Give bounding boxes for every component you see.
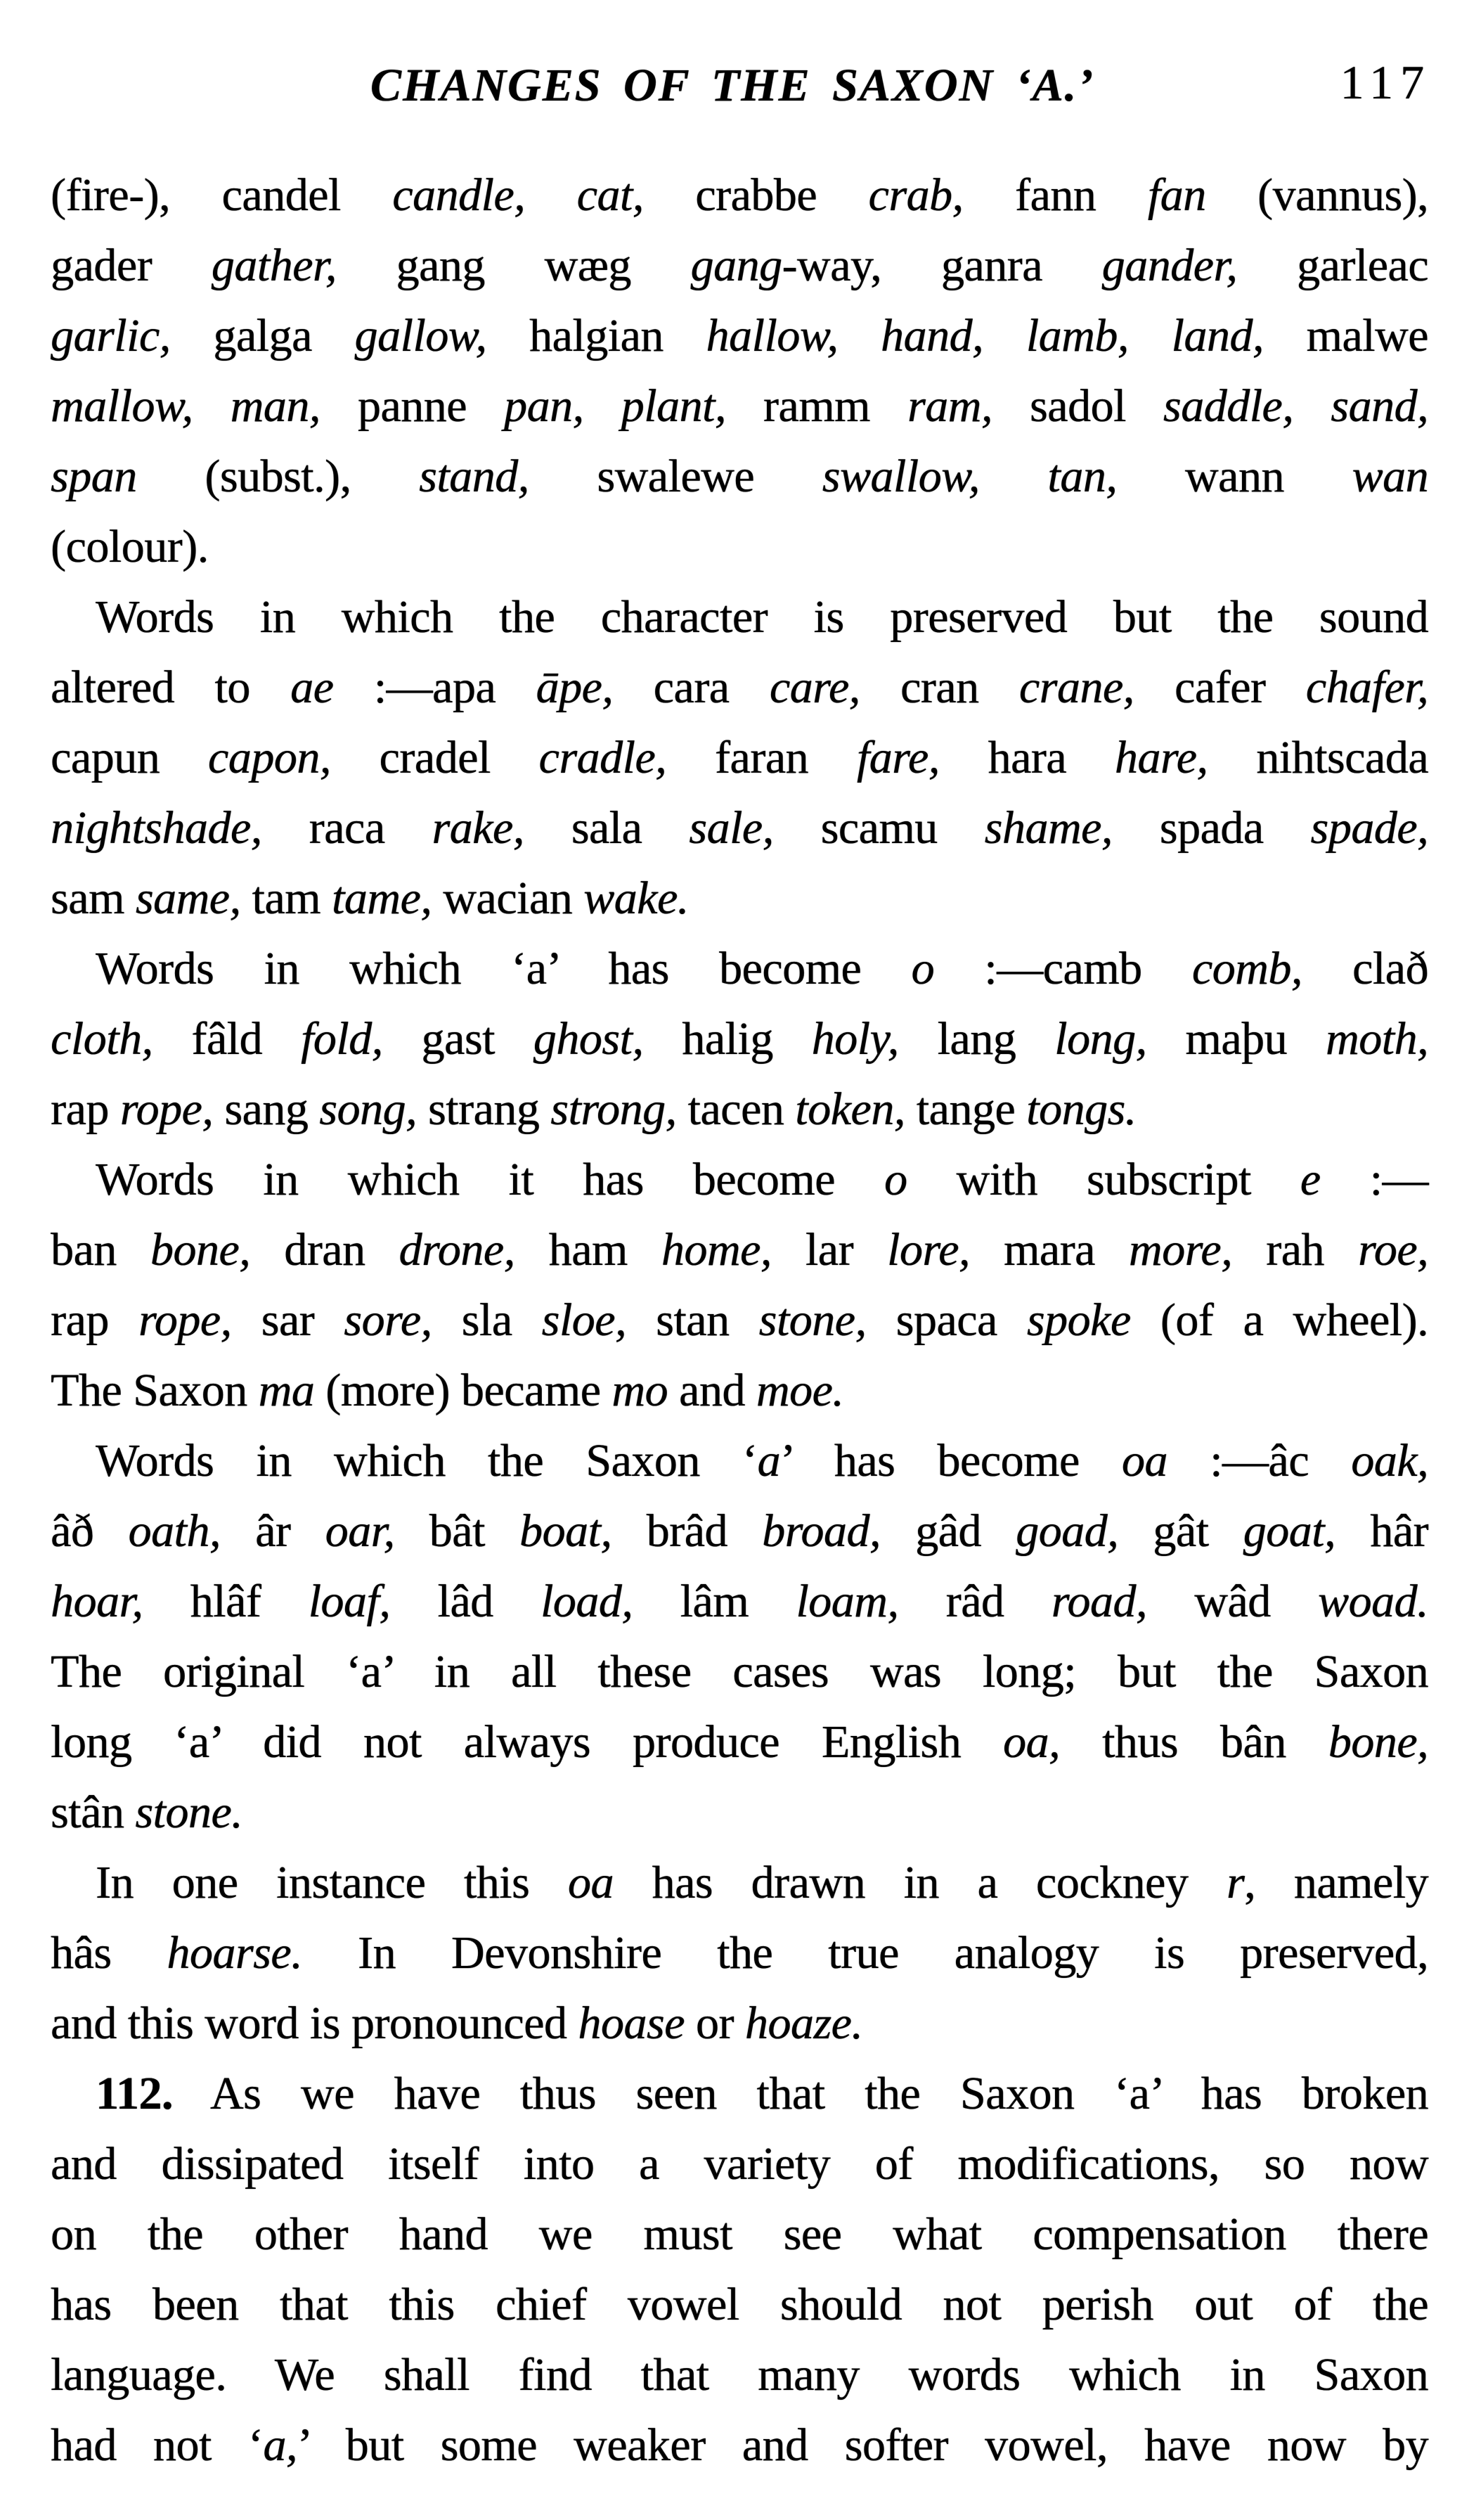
- text-segment: gander,: [1101, 240, 1238, 291]
- text-segment: cloth,: [51, 1013, 153, 1065]
- text-line: [51, 2199, 1428, 2270]
- text-segment: lang: [898, 1013, 1055, 1065]
- text-segment: ’ has become: [780, 1435, 1122, 1486]
- text-segment: As we have thus seen that the Saxon ‘a’ has broken: [172, 2068, 1428, 2119]
- text-segment: cradel: [330, 732, 539, 783]
- text-segment: faran: [666, 732, 857, 783]
- text-segment: sloe,: [541, 1294, 626, 1346]
- text-segment: halig: [643, 1013, 812, 1065]
- text-segment: ’ but some weaker and softer vowel, have now by: [297, 2419, 1428, 2471]
- text-segment: nihtscada: [1208, 732, 1428, 783]
- text-segment: a: [757, 1435, 780, 1486]
- text-segment: oath,: [128, 1505, 221, 1557]
- text-segment: cran: [860, 662, 1019, 713]
- text-segment: nightshade,: [51, 802, 262, 854]
- text-segment: hâr: [1336, 1505, 1428, 1557]
- paragraph: [51, 1145, 1428, 1426]
- text-segment: dran: [250, 1224, 399, 1275]
- text-segment: wacian: [432, 873, 584, 924]
- text-segment: āpe,: [536, 662, 614, 713]
- text-segment: Words in which the character is preserved but the sound: [96, 591, 1428, 643]
- text-segment: oak,: [1351, 1435, 1428, 1486]
- text-segment: ma: [258, 1365, 315, 1416]
- paragraph: [51, 2059, 1428, 2481]
- text-line: [51, 1707, 1428, 1778]
- text-segment: sang: [213, 1084, 320, 1135]
- text-segment: drone,: [399, 1224, 515, 1275]
- text-segment: gang wæg: [336, 240, 691, 291]
- text-segment: ram,: [907, 380, 992, 432]
- text-segment: has drawn in a cockney: [613, 1857, 1227, 1908]
- text-line: [51, 1496, 1428, 1567]
- text-segment: fare,: [856, 732, 940, 783]
- text-segment: hâs: [51, 1927, 167, 1979]
- text-segment: span: [51, 451, 137, 502]
- text-segment: on the other hand we must see what compensation there: [51, 2209, 1428, 2260]
- text-line: [51, 652, 1428, 723]
- text-segment: :—camb: [934, 943, 1192, 994]
- text-segment: hoase: [578, 1998, 685, 2049]
- paragraph: [51, 160, 1428, 582]
- text-segment: thus bân: [1060, 1716, 1328, 1768]
- text-segment: altered to: [51, 662, 291, 713]
- text-segment: wan: [1352, 451, 1429, 502]
- page-body: [51, 160, 1428, 2481]
- text-segment: e: [1300, 1154, 1321, 1205]
- text-line: [51, 2410, 1428, 2481]
- text-segment: moth,: [1326, 1013, 1428, 1065]
- text-segment: crabbe: [643, 169, 869, 221]
- text-segment: long,: [1054, 1013, 1147, 1065]
- text-segment: swalewe: [529, 451, 822, 502]
- text-segment: boat,: [519, 1505, 612, 1557]
- text-segment: mo: [612, 1365, 668, 1416]
- text-segment: bât: [394, 1505, 520, 1557]
- text-segment: has been that this chief vowel should not perish out of the: [51, 2279, 1428, 2330]
- text-segment: gang: [690, 240, 782, 291]
- text-segment: token,: [795, 1084, 905, 1135]
- text-segment: oa,: [1003, 1716, 1061, 1768]
- text-segment: sla: [432, 1294, 542, 1346]
- text-segment: panne: [320, 380, 505, 432]
- text-segment: stan: [626, 1294, 759, 1346]
- text-segment: capon,: [207, 732, 331, 783]
- text-segment: swallow, tan,: [822, 451, 1118, 502]
- text-segment: (subst.),: [136, 451, 420, 502]
- text-segment: cara: [613, 662, 770, 713]
- paragraph: [51, 1426, 1428, 1848]
- text-segment: stand,: [419, 451, 529, 502]
- text-line: [51, 1074, 1428, 1145]
- text-segment: Words in which ‘a’ has become: [96, 943, 912, 994]
- text-segment: spade,: [1310, 802, 1428, 854]
- text-segment: clað: [1302, 943, 1428, 994]
- text-line: [51, 231, 1428, 301]
- text-segment: :—apa: [333, 662, 536, 713]
- text-segment: language. We shall find that many words which in Saxon: [51, 2349, 1428, 2400]
- text-segment: The original ‘a’ in all these cases was long; but the Saxon: [51, 1646, 1428, 1697]
- text-line: [51, 1988, 1428, 2059]
- text-segment: chafer,: [1305, 662, 1428, 713]
- text-segment: ham: [515, 1224, 661, 1275]
- paragraph: [51, 934, 1428, 1145]
- text-line: [51, 160, 1428, 231]
- text-segment: same,: [135, 873, 241, 924]
- text-segment: tange: [905, 1084, 1027, 1135]
- text-segment: more,: [1128, 1224, 1233, 1275]
- text-segment: spaca: [866, 1294, 1027, 1346]
- text-segment: , namely: [1244, 1857, 1428, 1908]
- text-segment: road,: [1051, 1576, 1147, 1627]
- text-segment: loam,: [796, 1576, 899, 1627]
- text-line: [51, 1004, 1428, 1074]
- text-segment: candle, cat,: [392, 169, 644, 221]
- text-line: [51, 1567, 1428, 1637]
- text-segment: rope,: [138, 1294, 232, 1346]
- text-segment: gât: [1118, 1505, 1243, 1557]
- text-segment: sala: [524, 802, 690, 854]
- text-segment: roe,: [1358, 1224, 1429, 1275]
- text-segment: (of a wheel).: [1130, 1294, 1428, 1346]
- text-segment: wann: [1117, 451, 1352, 502]
- text-segment: crab,: [868, 169, 964, 221]
- text-line: [51, 442, 1428, 512]
- text-segment: loaf,: [308, 1576, 391, 1627]
- text-segment: goad,: [1016, 1505, 1119, 1557]
- running-head-title: CHANGES OF THE SAXON ‘A.’: [370, 60, 1095, 111]
- text-segment: spada: [1112, 802, 1311, 854]
- text-line: [51, 1848, 1428, 1918]
- text-line: [51, 2270, 1428, 2340]
- text-segment: ban: [51, 1224, 150, 1275]
- text-segment: broad,: [762, 1505, 881, 1557]
- text-segment: maþu: [1146, 1013, 1326, 1065]
- text-line: [51, 1215, 1428, 1285]
- text-segment: cafer: [1134, 662, 1306, 713]
- text-segment: with subscript: [907, 1154, 1300, 1205]
- text-segment: strong,: [550, 1084, 677, 1135]
- text-segment: ghost,: [533, 1013, 644, 1065]
- text-segment: garleac: [1237, 240, 1429, 291]
- text-line: [51, 2340, 1428, 2410]
- text-segment: (fire-), candel: [51, 169, 393, 221]
- text-segment: fâld: [153, 1013, 301, 1065]
- text-segment: 112.: [96, 2068, 173, 2119]
- text-segment: had not ‘: [51, 2419, 264, 2471]
- text-line: [51, 1637, 1428, 1707]
- text-segment: a,: [263, 2419, 297, 2471]
- text-segment: rope,: [119, 1084, 214, 1135]
- text-segment: hoar,: [51, 1576, 143, 1627]
- text-segment: saddle, sand,: [1163, 380, 1428, 432]
- text-segment: and: [668, 1365, 756, 1416]
- text-segment: tacen: [676, 1084, 796, 1135]
- text-line: [51, 512, 1428, 582]
- text-segment: lâd: [390, 1576, 541, 1627]
- text-line: [51, 1778, 1428, 1848]
- text-segment: In Devonshire the true analogy is preserved,: [302, 1927, 1428, 1979]
- text-segment: rake,: [432, 802, 524, 854]
- text-segment: stân: [51, 1787, 136, 1838]
- text-segment: o: [911, 943, 934, 994]
- text-segment: goat,: [1243, 1505, 1336, 1557]
- text-segment: tam: [240, 873, 332, 924]
- text-segment: wake.: [583, 873, 689, 924]
- text-segment: Words in which the Saxon ‘: [96, 1435, 758, 1486]
- text-segment: hoaze.: [744, 1998, 863, 2049]
- text-segment: malwe: [1263, 310, 1428, 361]
- text-segment: sar: [231, 1294, 344, 1346]
- text-segment: oa: [1121, 1435, 1168, 1486]
- text-segment: hallow, hand, lamb, land,: [706, 310, 1264, 361]
- text-segment: :—: [1320, 1154, 1428, 1205]
- text-segment: garlic,: [51, 310, 171, 361]
- text-segment: hara: [939, 732, 1115, 783]
- text-line: [51, 582, 1428, 652]
- text-line: [51, 2059, 1428, 2129]
- text-segment: strang: [416, 1084, 551, 1135]
- text-line: [51, 793, 1428, 863]
- text-segment: lâm: [633, 1576, 796, 1627]
- text-segment: raca: [261, 802, 432, 854]
- page-number: 117: [1340, 56, 1431, 109]
- text-segment: sale,: [689, 802, 774, 854]
- text-segment: care,: [769, 662, 860, 713]
- text-line: [51, 1356, 1428, 1426]
- text-segment: pan, plant,: [504, 380, 726, 432]
- text-segment: woad.: [1317, 1576, 1428, 1627]
- text-segment: âð: [51, 1505, 129, 1557]
- text-segment: bone,: [150, 1224, 251, 1275]
- text-segment: ramm: [725, 380, 907, 432]
- text-segment: home,: [661, 1224, 772, 1275]
- text-segment: o: [884, 1154, 907, 1205]
- text-segment: rah: [1232, 1224, 1358, 1275]
- text-segment: rap: [51, 1084, 120, 1135]
- text-segment: (vannus),: [1205, 169, 1428, 221]
- text-segment: spoke: [1026, 1294, 1131, 1346]
- text-segment: :—âc: [1167, 1435, 1352, 1486]
- text-segment: fann: [963, 169, 1148, 221]
- text-segment: oar,: [325, 1505, 395, 1557]
- text-segment: gâd: [880, 1505, 1016, 1557]
- text-segment: Words in which it has become: [96, 1154, 884, 1205]
- text-segment: stone.: [135, 1787, 243, 1838]
- text-segment: sadol: [992, 380, 1163, 432]
- text-segment: gather,: [211, 240, 337, 291]
- text-line: [51, 863, 1428, 934]
- text-segment: long ‘a’ did not always produce English: [51, 1716, 1004, 1768]
- text-segment: and dissipated itself into a variety of modifications, so now: [51, 2138, 1428, 2190]
- text-segment: comb,: [1191, 943, 1302, 994]
- text-segment: load,: [540, 1576, 633, 1627]
- text-line: [51, 723, 1428, 793]
- text-segment: tame,: [331, 873, 432, 924]
- text-segment: hlâf: [143, 1576, 309, 1627]
- text-segment: r: [1226, 1857, 1245, 1908]
- text-segment: capun: [51, 732, 208, 783]
- text-segment: fan: [1147, 169, 1206, 221]
- text-segment: gast: [382, 1013, 533, 1065]
- text-segment: and this word is pronounced: [51, 1998, 578, 2049]
- paragraph: [51, 1848, 1428, 2059]
- text-segment: song,: [319, 1084, 417, 1135]
- page-header: [51, 56, 1431, 136]
- text-segment: sam: [51, 873, 136, 924]
- text-segment: lar: [771, 1224, 888, 1275]
- text-segment: brâd: [612, 1505, 763, 1557]
- text-line: [51, 934, 1428, 1004]
- text-segment: âr: [220, 1505, 325, 1557]
- text-line: [51, 1285, 1428, 1356]
- text-segment: (more) became: [314, 1365, 612, 1416]
- text-segment: -way, ganra: [782, 240, 1102, 291]
- text-segment: halgian: [486, 310, 706, 361]
- text-segment: stone,: [758, 1294, 867, 1346]
- text-segment: shame,: [984, 802, 1113, 854]
- text-line: [51, 1145, 1428, 1215]
- text-segment: mallow, man,: [51, 380, 321, 432]
- text-segment: cradle,: [538, 732, 667, 783]
- text-segment: scamu: [773, 802, 985, 854]
- text-segment: moe.: [756, 1365, 844, 1416]
- text-segment: hoarse.: [167, 1927, 303, 1979]
- text-segment: râd: [898, 1576, 1052, 1627]
- paragraph: [51, 582, 1428, 934]
- text-line: [51, 371, 1428, 442]
- text-segment: lore,: [887, 1224, 970, 1275]
- text-segment: gallow,: [354, 310, 487, 361]
- text-segment: or: [684, 1998, 745, 2049]
- text-line: [51, 301, 1428, 371]
- text-segment: In one instance this: [96, 1857, 568, 1908]
- text-segment: oa: [567, 1857, 614, 1908]
- text-line: [51, 1918, 1428, 1988]
- text-segment: fold,: [300, 1013, 383, 1065]
- text-segment: mara: [969, 1224, 1129, 1275]
- text-segment: galga: [170, 310, 355, 361]
- text-line: [51, 1426, 1428, 1496]
- text-segment: tongs.: [1026, 1084, 1137, 1135]
- text-segment: bone,: [1328, 1716, 1428, 1768]
- text-segment: holy,: [811, 1013, 899, 1065]
- text-segment: rap: [51, 1294, 138, 1346]
- text-line: [51, 2129, 1428, 2199]
- text-segment: ae: [290, 662, 334, 713]
- text-segment: gader: [51, 240, 212, 291]
- text-segment: hare,: [1114, 732, 1208, 783]
- text-segment: crane,: [1018, 662, 1134, 713]
- text-segment: (colour).: [51, 521, 209, 572]
- text-segment: The Saxon: [51, 1365, 259, 1416]
- text-segment: sore,: [344, 1294, 432, 1346]
- text-segment: wâd: [1146, 1576, 1318, 1627]
